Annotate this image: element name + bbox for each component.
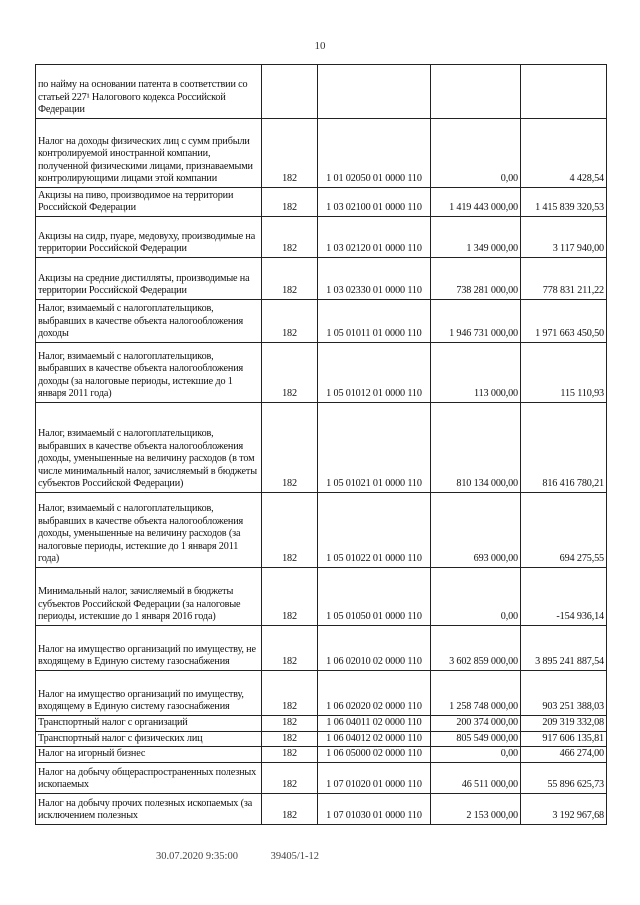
row-classification-code-cell: 1 07 01020 01 0000 110 [318, 762, 431, 793]
row-name-cell: по найму на основании патента в соответствии со статьей 227¹ Налогового кодекса Российской Федерации [36, 65, 262, 119]
page-number: 10 [314, 40, 326, 52]
footer [156, 851, 319, 862]
table-row [36, 793, 607, 824]
row-actual-amount-cell: 1 971 663 450,50 [521, 300, 607, 343]
row-plan-amount-cell: 693 000,00 [431, 493, 521, 568]
row-name-cell: Налог на доходы физических лиц с сумм прибыли контролируемой иностранной компании, полученной физическими лицами, признаваемыми контролирующими лицами этой компании [36, 119, 262, 188]
revenue-table [35, 64, 607, 825]
row-actual-amount-cell: 3 192 967,68 [521, 793, 607, 824]
row-actual-amount-cell: 1 415 839 320,53 [521, 188, 607, 217]
row-name-cell: Минимальный налог, зачисляемый в бюджеты субъектов Российской Федерации (за налоговые периоды, истекшие до 1 января 2016 года) [36, 568, 262, 626]
row-plan-amount-cell: 1 946 731 000,00 [431, 300, 521, 343]
table-row [36, 217, 607, 258]
row-name-cell: Налог на игорный бизнес [36, 747, 262, 763]
row-admin-code-cell: 182 [262, 747, 318, 763]
row-admin-code-cell [262, 65, 318, 119]
row-name-cell: Налог на добычу общераспространенных полезных ископаемых [36, 762, 262, 793]
row-classification-code-cell: 1 06 04011 02 0000 110 [318, 716, 431, 732]
row-actual-amount-cell: 209 319 332,08 [521, 716, 607, 732]
table-row [36, 188, 607, 217]
row-admin-code-cell: 182 [262, 343, 318, 403]
row-classification-code-cell: 1 05 01021 01 0000 110 [318, 403, 431, 493]
row-classification-code-cell: 1 07 01030 01 0000 110 [318, 793, 431, 824]
row-plan-amount-cell: 0,00 [431, 119, 521, 188]
row-plan-amount-cell: 0,00 [431, 747, 521, 763]
row-actual-amount-cell: 694 275,55 [521, 493, 607, 568]
table-row [36, 671, 607, 716]
table-row [36, 119, 607, 188]
row-actual-amount-cell: 4 428,54 [521, 119, 607, 188]
row-name-cell: Транспортный налог с организаций [36, 716, 262, 732]
row-plan-amount-cell: 1 258 748 000,00 [431, 671, 521, 716]
footer-datetime: 30.07.2020 9:35:00 [156, 851, 238, 862]
row-classification-code-cell: 1 01 02050 01 0000 110 [318, 119, 431, 188]
row-name-cell: Транспортный налог с физических лиц [36, 731, 262, 747]
table-row [36, 65, 607, 119]
table-row [36, 493, 607, 568]
row-plan-amount-cell: 805 549 000,00 [431, 731, 521, 747]
row-actual-amount-cell: 903 251 388,03 [521, 671, 607, 716]
row-actual-amount-cell [521, 65, 607, 119]
row-admin-code-cell: 182 [262, 217, 318, 258]
row-name-cell: Налог, взимаемый с налогоплательщиков, выбравших в качестве объекта налогообложения доходы, уменьшенные на величину расходов (в том числе минимальный налог, зачисляемый в бюджеты субъектов Российской Федерации) [36, 403, 262, 493]
table-row [36, 716, 607, 732]
row-admin-code-cell: 182 [262, 258, 318, 300]
row-classification-code-cell: 1 06 02020 02 0000 110 [318, 671, 431, 716]
row-actual-amount-cell: 816 416 780,21 [521, 403, 607, 493]
row-admin-code-cell: 182 [262, 671, 318, 716]
row-actual-amount-cell: 917 606 135,81 [521, 731, 607, 747]
table-row [36, 747, 607, 763]
row-plan-amount-cell: 1 419 443 000,00 [431, 188, 521, 217]
row-plan-amount-cell: 810 134 000,00 [431, 403, 521, 493]
row-name-cell: Налог на имущество организаций по имуществу, не входящему в Единую систему газоснабжения [36, 626, 262, 671]
row-plan-amount-cell: 1 349 000,00 [431, 217, 521, 258]
row-classification-code-cell: 1 05 01022 01 0000 110 [318, 493, 431, 568]
table-row [36, 762, 607, 793]
row-plan-amount-cell [431, 65, 521, 119]
row-plan-amount-cell: 738 281 000,00 [431, 258, 521, 300]
row-classification-code-cell: 1 05 01012 01 0000 110 [318, 343, 431, 403]
row-classification-code-cell: 1 05 01050 01 0000 110 [318, 568, 431, 626]
footer-doc-number: 39405/1-12 [270, 851, 320, 862]
table-row [36, 300, 607, 343]
row-admin-code-cell: 182 [262, 493, 318, 568]
row-name-cell: Налог, взимаемый с налогоплательщиков, выбравших в качестве объекта налогообложения доходы, уменьшенные на величину расходов (за налоговые периоды, истекшие до 1 января 2011 года) [36, 493, 262, 568]
row-classification-code-cell: 1 05 01011 01 0000 110 [318, 300, 431, 343]
row-admin-code-cell: 182 [262, 793, 318, 824]
row-actual-amount-cell: 466 274,00 [521, 747, 607, 763]
row-admin-code-cell: 182 [262, 731, 318, 747]
row-actual-amount-cell: 115 110,93 [521, 343, 607, 403]
table-row [36, 403, 607, 493]
row-plan-amount-cell: 200 374 000,00 [431, 716, 521, 732]
row-admin-code-cell: 182 [262, 762, 318, 793]
row-admin-code-cell: 182 [262, 300, 318, 343]
row-admin-code-cell: 182 [262, 119, 318, 188]
row-plan-amount-cell: 3 602 859 000,00 [431, 626, 521, 671]
row-name-cell: Налог, взимаемый с налогоплательщиков, выбравших в качестве объекта налогообложения доходы (за налоговые периоды, истекшие до 1 января 2011 года) [36, 343, 262, 403]
row-actual-amount-cell: 3 117 940,00 [521, 217, 607, 258]
row-name-cell: Акцизы на пиво, производимое на территории Российской Федерации [36, 188, 262, 217]
row-plan-amount-cell: 113 000,00 [431, 343, 521, 403]
row-actual-amount-cell: 778 831 211,22 [521, 258, 607, 300]
row-admin-code-cell: 182 [262, 626, 318, 671]
row-classification-code-cell: 1 03 02100 01 0000 110 [318, 188, 431, 217]
row-actual-amount-cell: 3 895 241 887,54 [521, 626, 607, 671]
row-classification-code-cell: 1 06 02010 02 0000 110 [318, 626, 431, 671]
row-name-cell: Налог на добычу прочих полезных ископаемых (за исключением полезных [36, 793, 262, 824]
row-name-cell: Акцизы на средние дистилляты, производимые на территории Российской Федерации [36, 258, 262, 300]
row-classification-code-cell: 1 06 05000 02 0000 110 [318, 747, 431, 763]
table-row [36, 731, 607, 747]
row-name-cell: Акцизы на сидр, пуаре, медовуху, производимые на территории Российской Федерации [36, 217, 262, 258]
table-row [36, 568, 607, 626]
row-plan-amount-cell: 0,00 [431, 568, 521, 626]
table-row [36, 343, 607, 403]
row-classification-code-cell: 1 03 02120 01 0000 110 [318, 217, 431, 258]
row-admin-code-cell: 182 [262, 188, 318, 217]
row-plan-amount-cell: 2 153 000,00 [431, 793, 521, 824]
row-admin-code-cell: 182 [262, 568, 318, 626]
table-row [36, 626, 607, 671]
row-classification-code-cell: 1 06 04012 02 0000 110 [318, 731, 431, 747]
row-name-cell: Налог на имущество организаций по имуществу, входящему в Единую систему газоснабжения [36, 671, 262, 716]
row-name-cell: Налог, взимаемый с налогоплательщиков, выбравших в качестве объекта налогообложения доходы [36, 300, 262, 343]
row-actual-amount-cell: 55 896 625,73 [521, 762, 607, 793]
table-row [36, 258, 607, 300]
row-admin-code-cell: 182 [262, 716, 318, 732]
row-classification-code-cell: 1 03 02330 01 0000 110 [318, 258, 431, 300]
row-admin-code-cell: 182 [262, 403, 318, 493]
row-actual-amount-cell: -154 936,14 [521, 568, 607, 626]
row-classification-code-cell [318, 65, 431, 119]
row-plan-amount-cell: 46 511 000,00 [431, 762, 521, 793]
